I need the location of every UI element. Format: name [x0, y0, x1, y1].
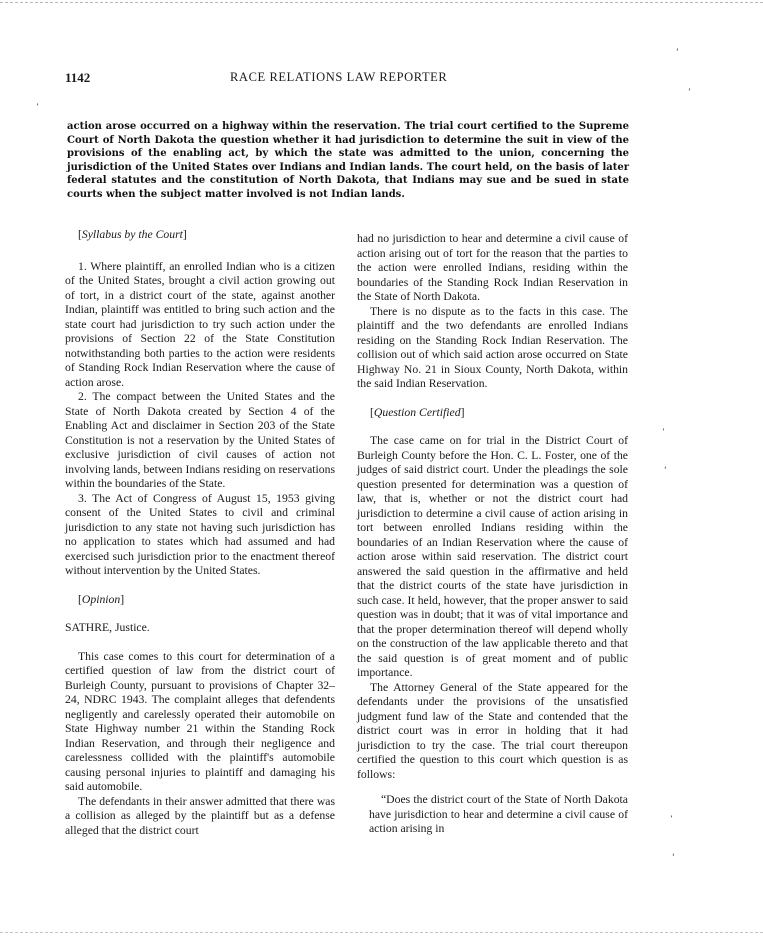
- syllabus-heading: [Syllabus by the Court]: [78, 228, 187, 241]
- bottom-scan-border: [0, 932, 763, 933]
- scan-speck: ‘: [672, 853, 675, 863]
- running-head: RACE RELATIONS LAW REPORTER: [230, 70, 448, 84]
- scan-speck: ‘: [676, 48, 679, 58]
- top-scan-border: [0, 2, 763, 3]
- page-header: [65, 70, 665, 90]
- trial-paragraph: The case came on for trial in the District Court of Burleigh County before the Hon. C. L. Foster, one of the judges of said district court. Under the pleadings the sole question presented for determination was a question of law, that is, whether or not the district court had jurisdiction to determine a civil cause of action arising in tort between enrolled Indians residing within the boundaries of an Indian Reservation where the cause of action arose within said reservation. The district court answered the said question in the affirmative and held that the district courts of the state have jurisdiction in such case. It held, however, that the proper answer to said question was in doubt; that it was of vital importance and that the proper determination thereof will depend wholly on the construction of the law applicable thereto and that the said question is of great moment and of public importance.: [357, 434, 628, 679]
- opinion-paragraph-1: This case comes to this court for determination of a certified question of law from the district court of Burleigh County, pursuant to provisions of Chapter 32–24, NDRC 1943. The complaint alleges that defendents negligently and carelessly operated their automobile on State Highway number 21 within the Standing Rock Indian Reservation, and through their negligence and carelessness collided with the plaintiff's automobile causing personal injuries to plaintiff and damaging his said automobile.: [65, 649, 335, 793]
- scan-speck: ’: [662, 428, 665, 438]
- attorney-general-paragraph: The Attorney General of the State appeared for the defendants under the provisions of the unsatisfied judgment fund law of the State and contended that the district court was in error in holding that it had jurisdiction to try the case. The trial court thereupon certified the question to this court which question is as follows:: [357, 680, 628, 781]
- continuation-paragraph: had no jurisdiction to hear and determine a civil cause of action arising out of tort for the reason that the parties to the action were enrolled Indians, residing within the boundaries of the Standing Rock Indian Reservation in the State of North Dakota.: [357, 232, 628, 303]
- syllabus-item-3: 3. The Act of Congress of August 15, 1953 giving consent of the United States to civil and criminal jurisdiction to any state not having such jurisdiction has no application to states which had assumed and had exercised such jurisdiction prior to the enactment thereof without intervention by the United States.: [65, 491, 335, 577]
- opinion-heading: [Opinion]: [78, 592, 125, 606]
- headnote: action arose occurred on a highway within the reservation. The trial court certified to the Supreme Court of North Dakota the question whether it had jurisdiction to determine the suit in view of the provisions of the enabling act, by which the state was admitted to the union, concerning the jurisdiction of the United States over Indians and Indian lands. The court held, on the basis of later federal statutes and the constitution of North Dakota, that Indians may sue and be sued in state courts when the subject matter involved is not Indian lands.: [67, 121, 629, 200]
- question-certified-heading: [Question Certified]: [370, 405, 465, 419]
- scan-speck: ’: [670, 815, 673, 825]
- facts-paragraph: There is no dispute as to the facts in this case. The plaintiff and the two defendants are enrolled Indians residing on the Standing Rock Indian Reservation. The collision out of which said action arose occurred on State Highway No. 21 in Sioux County, North Dakota, within the said Indian Reservation.: [357, 304, 628, 390]
- scan-speck: ‘: [664, 466, 667, 476]
- right-column: [357, 232, 628, 837]
- opinion-paragraph-2: The defendants in their answer admitted that there was a collision as alleged by the plaintiff but as a defense alleged that the district court: [65, 794, 335, 837]
- scan-speck: ’: [688, 88, 691, 98]
- scan-speck: ’: [36, 103, 39, 113]
- syllabus-item-1: 1. Where plaintiff, an enrolled Indian who is a citizen of the United States, brought a civil action growing out of tort, in a district court of the state, against another Indian, plaintiff was entitled to bring such action and the state court had jurisdiction to try such action under the provisions of Section 22 of the State Constitution notwithstanding both parties to the action were residents of Standing Rock Indian Reservation where the cause of action arose.: [65, 259, 335, 389]
- left-column: [65, 228, 335, 838]
- page-number: 1142: [65, 70, 91, 85]
- justice-name: SATHRE, Justice.: [65, 621, 150, 634]
- certified-question-quote: “Does the district court of the State of North Dakota have jurisdiction to hear and determine a civil cause of action arising in: [369, 793, 628, 835]
- syllabus-item-2: 2. The compact between the United States and the State of North Dakota created by Section 4 of the Enabling Act and disclaimer in Section 203 of the State Constitution is not a reservation by the United States of exclusive jurisdiction of civil causes of action not involving lands, between Indians residing on reservations within the boundaries of the State.: [65, 390, 335, 490]
